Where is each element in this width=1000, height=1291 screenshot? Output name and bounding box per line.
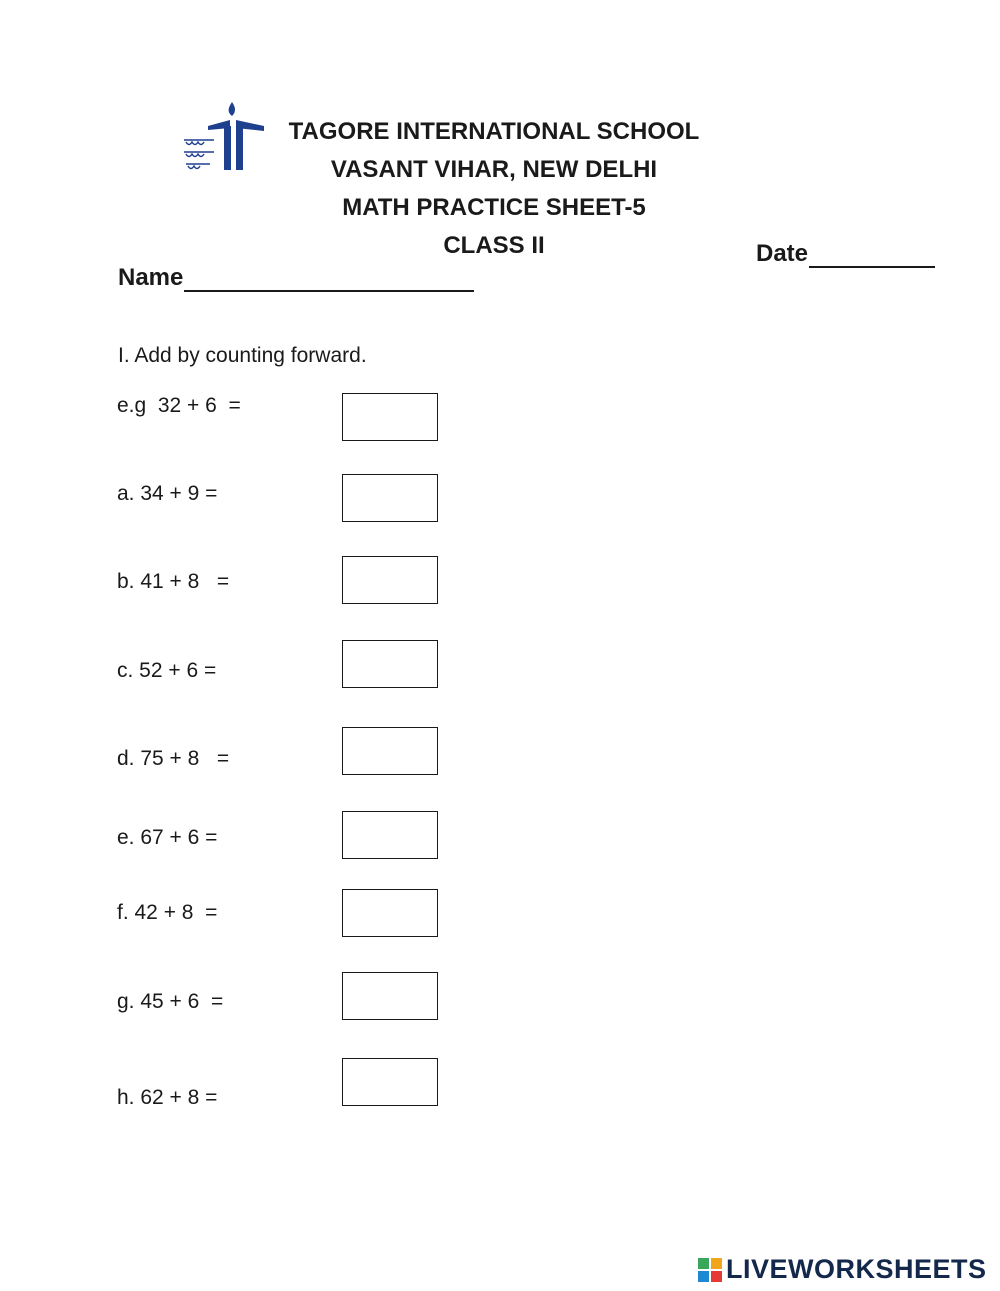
question-label-d: d. 75 + 8 = bbox=[117, 747, 230, 770]
section-instruction: I. Add by counting forward. bbox=[118, 344, 367, 367]
answer-box-h[interactable] bbox=[342, 1058, 438, 1106]
answer-box-example[interactable] bbox=[342, 393, 438, 441]
answer-box-e[interactable] bbox=[342, 811, 438, 859]
question-label-a: a. 34 + 9 = bbox=[117, 482, 218, 505]
school-name: TAGORE INTERNATIONAL SCHOOL bbox=[288, 118, 700, 145]
answer-box-b[interactable] bbox=[342, 556, 438, 604]
question-label-example: e.g 32 + 6 = bbox=[117, 394, 241, 417]
answer-box-g[interactable] bbox=[342, 972, 438, 1020]
school-logo bbox=[178, 100, 270, 176]
answer-box-a[interactable] bbox=[342, 474, 438, 522]
answer-box-d[interactable] bbox=[342, 727, 438, 775]
answer-box-f[interactable] bbox=[342, 889, 438, 937]
name-label: Name bbox=[118, 264, 184, 291]
name-field bbox=[118, 262, 474, 292]
question-label-c: c. 52 + 6 = bbox=[117, 659, 217, 682]
question-label-e: e. 67 + 6 = bbox=[117, 826, 218, 849]
liveworksheets-logo-icon bbox=[698, 1258, 722, 1282]
question-label-f: f. 42 + 8 = bbox=[117, 901, 218, 924]
date-label: Date bbox=[756, 240, 809, 267]
date-input-line[interactable] bbox=[809, 238, 935, 268]
name-input-line[interactable] bbox=[184, 262, 474, 292]
sheet-title: MATH PRACTICE SHEET-5 bbox=[342, 194, 646, 221]
liveworksheets-watermark bbox=[698, 1254, 987, 1285]
question-label-b: b. 41 + 8 = bbox=[117, 570, 230, 593]
date-field bbox=[756, 238, 935, 268]
question-label-h: h. 62 + 8 = bbox=[117, 1086, 218, 1109]
watermark-text: LIVEWORKSHEETS bbox=[726, 1254, 987, 1284]
question-label-g: g. 45 + 6 = bbox=[117, 990, 224, 1013]
answer-box-c[interactable] bbox=[342, 640, 438, 688]
school-location: VASANT VIHAR, NEW DELHI bbox=[330, 156, 658, 183]
class-label: CLASS II bbox=[443, 232, 545, 259]
